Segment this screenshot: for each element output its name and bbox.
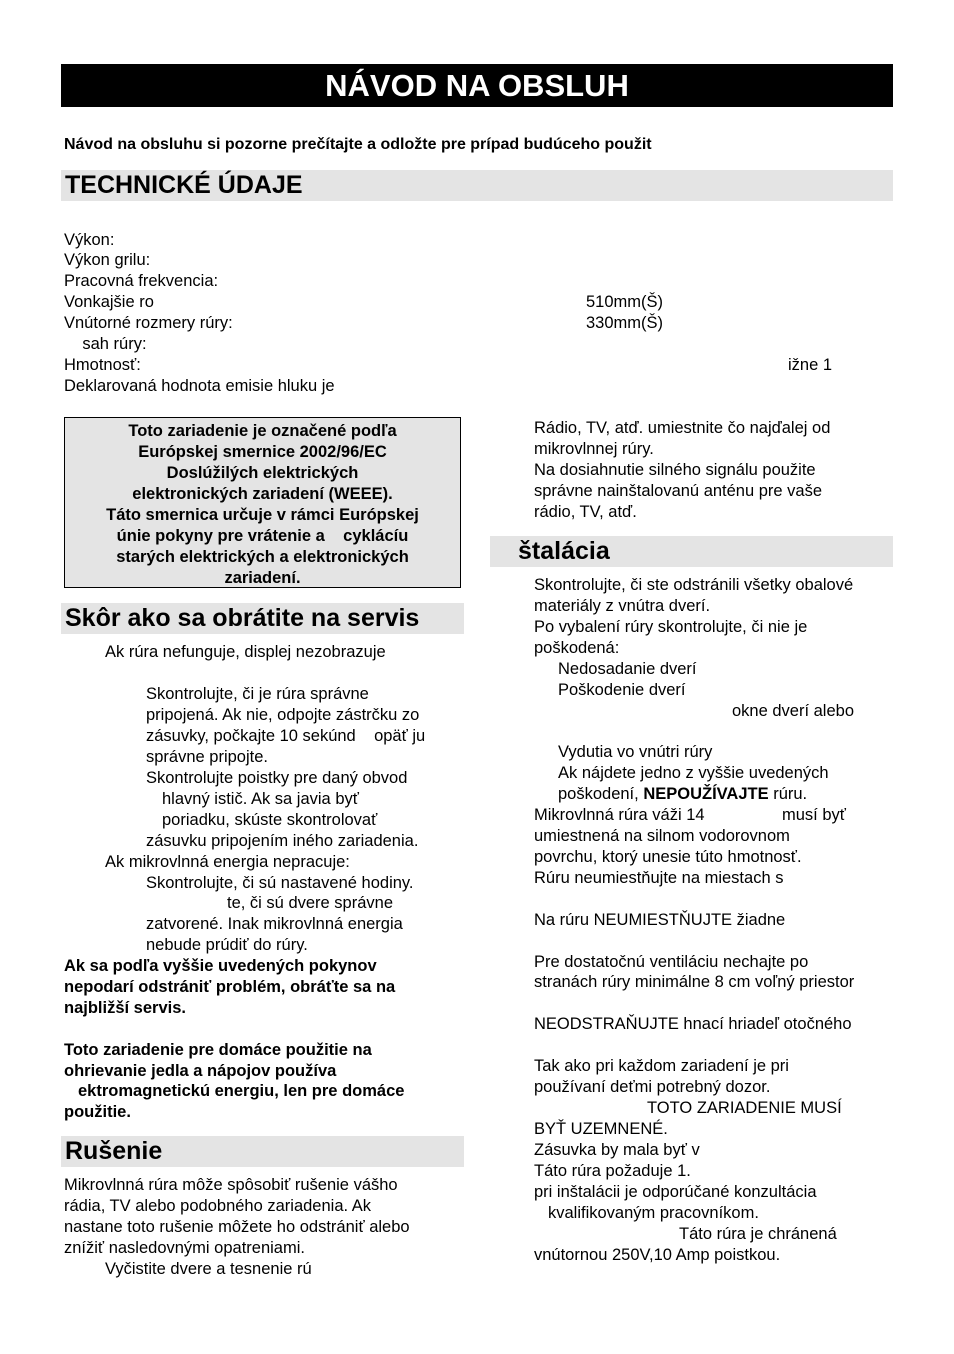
installation-line: Pre dostatočnú ventiláciu nechajte po [534, 953, 809, 971]
installation-line: Zásuvka by mala byť v [534, 1141, 700, 1159]
installation-heading: štalácia [490, 536, 893, 567]
interference-line: znížiť nasledovnými opatreniami. [64, 1239, 305, 1257]
installation-item: Ak nájdete jedno z vyššie uvedených [558, 764, 829, 782]
tech-value: 510mm(Š) [586, 293, 664, 311]
installation-item: Vydutia vo vnútri rúry [558, 743, 713, 761]
installation-line: umiestnená na silnom vodorovnom [534, 827, 790, 845]
installation-line: Skontrolujte, či ste odstránili všetky obalové [534, 576, 854, 594]
tip-line: Na dosiahnutie silného signálu použite [534, 461, 816, 479]
tech-label: Vnútorné rozmery rúry: [64, 314, 233, 332]
tip-line: mikrovlnnej rúry. [534, 440, 654, 458]
item-warning: NEPOUŽÍVAJTE [643, 785, 769, 803]
service-bold-line: Ak sa podľa vyššie uvedených pokynov [64, 957, 377, 975]
service-line: Skontrolujte poistky pre daný obvod [146, 769, 408, 787]
tip-line: správne nainštalovanú anténu pre vaše [534, 482, 823, 500]
installation-line: Rúru neumiestňujte na miestach s [534, 869, 784, 887]
installation-line: BYŤ UZEMNENÉ. [534, 1120, 668, 1138]
service-line: nebude prúdiť do rúry. [146, 936, 308, 954]
weee-line: elektronických zariadení (WEEE). [132, 485, 393, 503]
installation-line: NEODSTRAŇUJTE hnací hriadeľ otočného [534, 1015, 852, 1033]
service-line: hlavný istič. Ak sa javia byť [162, 790, 359, 808]
installation-line: kvalifikovaným pracovníkom. [548, 1204, 759, 1222]
page-title: NÁVOD NA OBSLUH [61, 64, 893, 107]
service-bold-line: ohrievanie jedla a nápojov používa [64, 1062, 337, 1080]
item-text: rúru. [768, 785, 808, 803]
interference-line: rádia, TV alebo podobného zariadenia. Ak [64, 1197, 372, 1215]
interference-line: Vyčistite dvere a tesnenie rú [105, 1260, 312, 1278]
service-bold-line: najbližší servis. [64, 999, 186, 1017]
service-line: Ak rúra nefunguje, displej nezobrazuje [105, 643, 386, 661]
interference-line: Mikrovlnná rúra môže spôsobiť rušenie vášho [64, 1176, 398, 1194]
installation-line: TOTO ZARIADENIE MUSÍ [647, 1099, 842, 1117]
service-heading: Skôr ako sa obrátite na servis [61, 603, 464, 634]
installation-line: pri inštalácii je odporúčané konzultácia [534, 1183, 817, 1201]
service-line: Skontrolujte, či sú nastavené hodiny. [146, 874, 414, 892]
interference-heading: Rušenie [61, 1136, 464, 1167]
service-line: te, či sú dvere správne [227, 894, 393, 912]
weee-line: únie pokyny pre vrátenie a cyklácíu [116, 527, 409, 545]
service-bold-line: nepodarí odstrániť problém, obráťte sa na [64, 978, 396, 996]
weee-line: Doslúžilých elektrických [166, 464, 359, 482]
installation-item [558, 784, 807, 805]
service-bold-line: ektromagnetickú energiu, len pre domáce [78, 1082, 405, 1100]
service-line: poriadku, skúste skontrolovať [162, 811, 378, 829]
weee-line: Táto smernica určuje v rámci Európskej [106, 506, 419, 524]
installation-line: povrchu, ktorý unesie túto hmotnosť. [534, 848, 802, 866]
service-bold-line: Toto zariadenie pre domáce použitie na [64, 1041, 372, 1059]
tech-value: ižne 1 [788, 356, 833, 374]
service-line: Ak mikrovlnná energia nepracuje: [105, 853, 350, 871]
tech-value: 330mm(Š) [586, 314, 664, 332]
installation-item: Poškodenie dverí [558, 681, 686, 699]
weee-notice-box [64, 417, 461, 588]
tip-line: Rádio, TV, atď. umiestnite čo najďalej od [534, 419, 831, 437]
tech-label: Výkon: [64, 231, 115, 249]
service-line: zásuvku pripojením iného zariadenia. [146, 832, 419, 850]
installation-item: Nedosadanie dverí [558, 660, 697, 678]
weee-line: starých elektrických a elektronických [116, 548, 409, 566]
technical-data-heading: TECHNICKÉ ÚDAJE [61, 170, 893, 201]
intro-text: Návod na obsluhu si pozorne prečítajte a odložte pre prípad budúceho použit [64, 136, 652, 153]
item-text: poškodení, [558, 785, 644, 803]
tech-label: Pracovná frekvencia: [64, 272, 219, 290]
weee-line: zariadení. [224, 569, 301, 587]
installation-item: okne dverí alebo [732, 702, 855, 720]
installation-line: materiály z vnútra dverí. [534, 597, 711, 615]
tech-label: Vonkajšie ro [64, 293, 154, 311]
tech-label: Výkon grilu: [64, 251, 151, 269]
tech-label: Deklarovaná hodnota emisie hluku je [64, 377, 335, 395]
service-line: zatvorené. Inak mikrovlnná energia [146, 915, 403, 933]
service-line: zásuvky, počkajte 10 sekúnd opäť ju [146, 727, 426, 745]
service-line: správne pripojte. [146, 748, 268, 766]
installation-line: Táto rúra požaduje 1. [534, 1162, 691, 1180]
tip-line: rádio, TV, atď. [534, 503, 637, 521]
weee-line: Toto zariadenie je označené podľa [128, 422, 397, 440]
installation-line: Táto rúra je chránená [679, 1225, 837, 1243]
service-line: Skontrolujte, či je rúra správne [146, 685, 369, 703]
tech-label: Hmotnosť: [64, 356, 141, 374]
installation-line: poškodená: [534, 639, 620, 657]
installation-line: musí byť [782, 806, 846, 824]
service-line: pripojená. Ak nie, odpojte zástrčku zo [146, 706, 420, 724]
installation-line: Na rúru NEUMIESTŇUJTE žiadne [534, 911, 786, 929]
installation-line: stranách rúry minimálne 8 cm voľný priestor [534, 973, 855, 991]
installation-line: používaní deťmi potrebný dozor. [534, 1078, 771, 1096]
installation-line: Mikrovlnná rúra váži 14 [534, 806, 705, 824]
installation-line: vnútornou 250V,10 Amp poistkou. [534, 1246, 781, 1264]
interference-line: nastane toto rušenie môžete ho odstrániť alebo [64, 1218, 410, 1236]
weee-line: Európskej smernice 2002/96/EC [138, 443, 387, 461]
tech-label: sah rúry: [64, 335, 147, 353]
installation-line: Tak ako pri každom zariadení je pri [534, 1057, 789, 1075]
installation-line: Po vybalení rúry skontrolujte, či nie je [534, 618, 808, 636]
service-bold-line: použitie. [64, 1103, 131, 1121]
